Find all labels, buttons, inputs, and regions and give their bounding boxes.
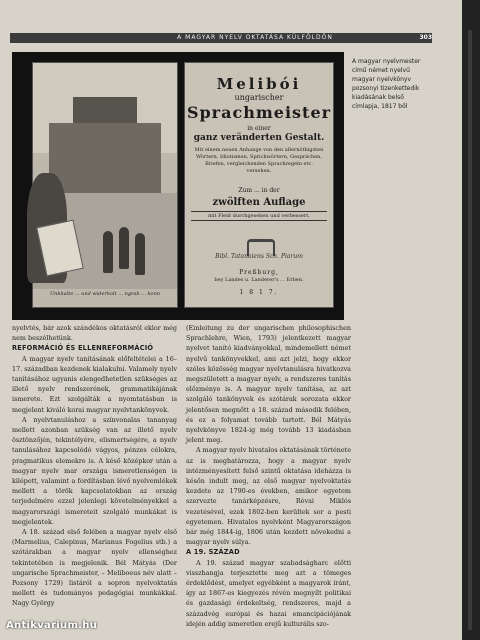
title-line: in einer [247, 125, 271, 132]
paragraph: A magyar nyelv hivatalos oktatásának története az is meghatározza, hogy a magyar nyelv intézményesített felső szintű oktatása ideházza is későn indult meg, az első magyar nyelvoktatás kezdete az 1790-es években, amikor egyetem szervezte tanárképzésre, Révai Miklós vezetésével, ezek 1802-ben kerültek sor a pesti egyetemen. Hivatalos nyelvként Magyarországon bár még 1844-ig, 1806 után kezdett növekedni a magyar nyelv súlya. [186, 446, 351, 547]
title-line: Zum ... in der [238, 187, 280, 194]
figure-caption: A magyar nyelvmester című német nyelvű magyar nyelvkönyv pozsonyi tizenkettedik kiadásának belső címlapja, 1817 ből [352, 58, 421, 110]
engraving-building [49, 123, 161, 193]
running-title: A MAGYAR NYELV OKTATÁSA KÜLFÖLDÖN [177, 34, 333, 41]
paragraph: A nyelvtanuláshoz a színvonalas tananyag mellett azonban szükség van az illető nyelv ösztönzőjén, tekintélyére, elismertségére, a nyelv tanulásához kapcsolódó vágyos, pénzes célokra, pragmatikus elemekre is. A késő középkor után a magyar nyelv mar országa ismeretlenségen is kilépett, valamint a fordításban lévő nyelvemlékek mellett a török kapcsolatokban az ország terjedelmére ezzel jelenlegi követelményekkel a magyarországi ismereteit szolgáló munkákat is megjelentek. [12, 415, 177, 526]
engraving-figure [103, 231, 113, 273]
page-number: 303 [419, 34, 432, 41]
text-column-right [186, 323, 351, 629]
engraving-figure [119, 227, 129, 269]
engraving-caption: Unkhalte ... und widerholt ... ngrab ... konn [49, 291, 161, 297]
ex-libris-stamp: Bibl. Tatanaiens Sch. Piarum [215, 253, 303, 260]
title-line: Melibói [216, 75, 302, 93]
title-line: ungarischer [234, 93, 284, 102]
figure-photo [12, 52, 344, 320]
section-heading: REFORMÁCIÓ ÉS ELLENREFORMÁCIÓ [12, 344, 154, 353]
engraving-figure [135, 233, 145, 275]
title-line: ganz veränderten Gestalt. [193, 133, 325, 143]
paragraph: (Einleitung zu der ungarischen philosophischen Sprachlehre, Wien, 1793) jelentkezett magyar nyelvet tanító kiadványokkal, mindemellett német nyelvű tankönyvekkel, ami azt jelzi, hogy ekkor széles közösség magyar nyelvtanulásra hivatkozva megszületett a magyar nyelv, a rendszeres tanítás előzménye is. A magyar nyelv tanítása, az azt szolgáló tankönyvek és szótárak sorozata ekkor jelentősen megnőtt a 18. század második felében, és ez a folyamat tovább tartott. Bél Mátyás nyelvkönyve 1824-ig még tovább 13 kiadásban jelent meg. [186, 324, 351, 445]
title-line: Mit einem neuen Anhange von den allernöthigsten Wörtern, Idiotismen, Sprichwörtern, Gesprächen, Briefen, vergleichenden Sprachregeln etc. versehen. [194, 147, 324, 174]
paragraph: nyelvtés, bár azok szándékos oktatásról eklor még nem beszélhetünk. [12, 324, 177, 343]
frontispiece-engraving [32, 62, 178, 308]
text-column-left [12, 323, 177, 609]
title-line: zwölften Auflage [212, 197, 306, 208]
paragraph: A magyar nyelv tanításának előfeltételei a 16–17. században kezdenek kialakulni. Valamely nyelv tanításához ugyanis elengedhetetlen szükséges az illető nyelv rendszerének, grammatikájának ismerete. Ezt szolgálták a nyomtatásban is megjelent kiváló korai magyar nyelvtankönyvek. [12, 354, 177, 414]
paragraph: A 19. század magyar szabadságharc előtti visszhangja terjesztette meg azt a tömeges érdeklődést, amelyet egyébként a magyarok iránt, így az 1867-es kiegyezés révén megnyílt politikai és gazdasági érdekeltség, rendszeres, majd a századvég európai és hazai emancipációjának idején addig ismeretlen erejű kulturális szo- [186, 558, 351, 628]
imprint-place: Preßburg, [239, 269, 279, 276]
title-page [184, 62, 334, 308]
title-line: mit Fleiß durchgesehen und verbessert. [191, 211, 327, 221]
book-edge [462, 0, 480, 640]
section-heading: A 19. SZÁZAD [186, 548, 240, 557]
watermark: Antikvarium.hu [6, 620, 98, 631]
book-edge-strip [468, 30, 472, 630]
title-line: Sprachmeister [186, 103, 332, 122]
imprint-year: 1 8 1 7. [239, 289, 279, 296]
paragraph: A 18. század első felében a magyar nyelv első (Marmelius, Calepinus, Marianus Fogelius stb.) a szótárakban a magyar nyelv ellenséghez tekintetében is megjelenik. Bél Mátyás (Der ungarische Sprachmeister, – Meliboeus név alatt – Pozsony 1729) listáról a sopron nyelvoktatás mellett és tudományos pedagógiai munkákkal. Nagy György [12, 528, 177, 608]
imprint-publisher: bey Landes u. Landerer's ... Erben. [214, 277, 304, 283]
